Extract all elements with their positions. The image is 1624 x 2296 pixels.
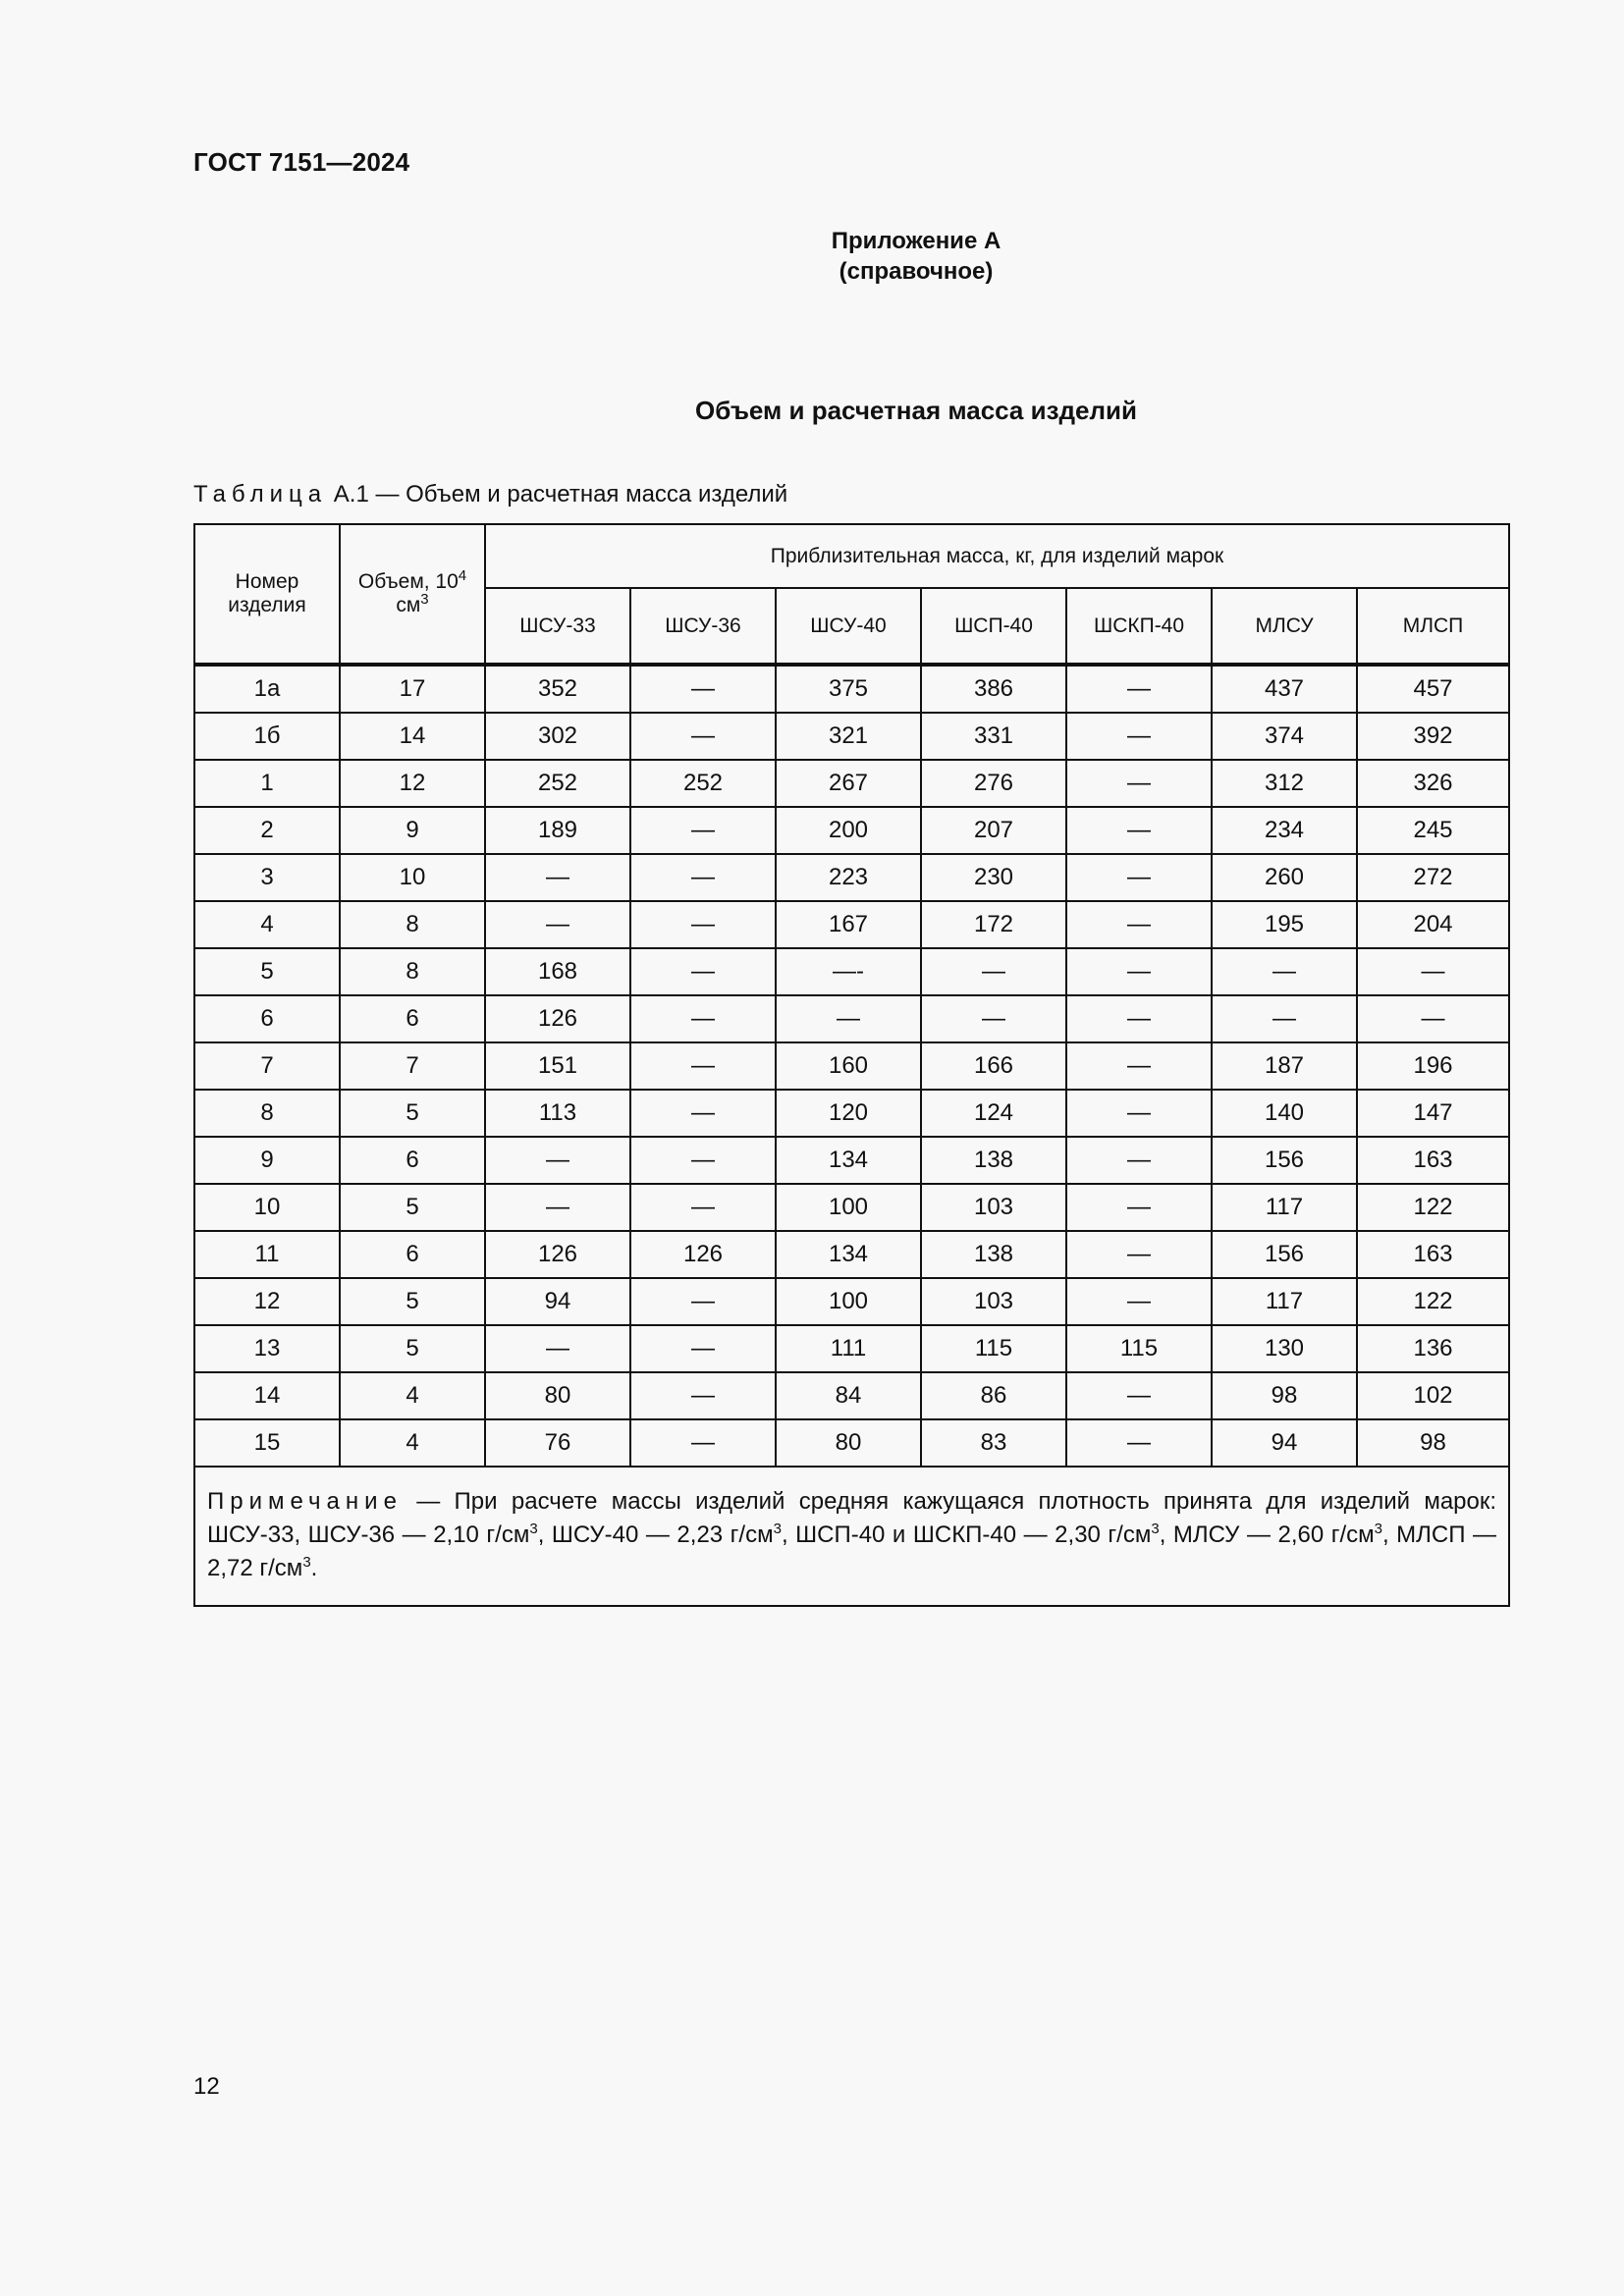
table-cell: 134	[776, 1137, 921, 1184]
table-cell: 124	[921, 1090, 1066, 1137]
table-cell: —	[630, 1372, 776, 1419]
table-cell: 166	[921, 1042, 1066, 1090]
appendix-subtitle: (справочное)	[839, 258, 994, 285]
table-cell: 230	[921, 854, 1066, 901]
table-cell: —	[1066, 807, 1212, 854]
table-cell: 94	[1212, 1419, 1357, 1467]
table-cell: —	[1066, 1137, 1212, 1184]
table-cell: 17	[340, 665, 485, 713]
table-cell: 120	[776, 1090, 921, 1137]
table-cell: 100	[776, 1184, 921, 1231]
table-cell: 117	[1212, 1278, 1357, 1325]
table-cell: 5	[340, 1090, 485, 1137]
table-cell: —	[1066, 1184, 1212, 1231]
table-cell: 115	[921, 1325, 1066, 1372]
table-cell: 102	[1357, 1372, 1509, 1419]
table-cell: 252	[630, 760, 776, 807]
table-cell: 6	[340, 1231, 485, 1278]
table-cell: —	[630, 1090, 776, 1137]
note-label: Примечание	[207, 1488, 403, 1515]
table-cell: 113	[485, 1090, 630, 1137]
table-cell: —	[630, 665, 776, 713]
table-cell: 14	[340, 713, 485, 760]
table-cell: —	[1066, 854, 1212, 901]
table-cell: 260	[1212, 854, 1357, 901]
table-row	[194, 1372, 1509, 1419]
table-cell: —	[921, 995, 1066, 1042]
table-cell: 83	[921, 1419, 1066, 1467]
table-cell: 130	[1212, 1325, 1357, 1372]
table-cell: 457	[1357, 665, 1509, 713]
table-cell: —	[630, 1278, 776, 1325]
table-row	[194, 1090, 1509, 1137]
table-cell: 223	[776, 854, 921, 901]
table-cell: 14	[194, 1372, 340, 1419]
table-cell: 12	[194, 1278, 340, 1325]
table-cell: 126	[630, 1231, 776, 1278]
table-cell: 195	[1212, 901, 1357, 948]
table-cell: —	[630, 1042, 776, 1090]
table-cell: 5	[340, 1325, 485, 1372]
table-cell: 167	[776, 901, 921, 948]
table-cell: —	[1066, 901, 1212, 948]
table-row	[194, 948, 1509, 995]
table-row	[194, 807, 1509, 854]
table-cell: —	[1066, 1419, 1212, 1467]
table-row	[194, 665, 1509, 713]
table-cell: 7	[340, 1042, 485, 1090]
appendix-title: Приложение А	[831, 228, 1001, 254]
table-cell: 4	[194, 901, 340, 948]
table-cell: 80	[776, 1419, 921, 1467]
header-brand: ШСУ-33	[485, 588, 630, 665]
table-cell: 122	[1357, 1184, 1509, 1231]
table-note	[194, 1467, 1509, 1606]
table-cell: 76	[485, 1419, 630, 1467]
table-cell: —	[485, 854, 630, 901]
table-cell: 374	[1212, 713, 1357, 760]
table-cell: —	[1357, 995, 1509, 1042]
table-caption-text: А.1 — Объем и расчетная масса изделий	[333, 481, 788, 507]
header-volume: Объем, $10^4$ $см^3$	[340, 524, 485, 665]
table-cell: 331	[921, 713, 1066, 760]
table-cell: 272	[1357, 854, 1509, 901]
table-cell: —	[630, 1325, 776, 1372]
table-cell: —	[1066, 713, 1212, 760]
table-cell: 100	[776, 1278, 921, 1325]
table-cell: 4	[340, 1419, 485, 1467]
table-row	[194, 760, 1509, 807]
table-cell: 204	[1357, 901, 1509, 948]
table-cell: 267	[776, 760, 921, 807]
table-cell: 392	[1357, 713, 1509, 760]
table-cell: 234	[1212, 807, 1357, 854]
table-cell: 8	[340, 901, 485, 948]
table-cell: 6	[340, 1137, 485, 1184]
table-cell: 1а	[194, 665, 340, 713]
table-cell: 10	[340, 854, 485, 901]
table-cell: 86	[921, 1372, 1066, 1419]
table-cell: 252	[485, 760, 630, 807]
table-cell: —-	[776, 948, 921, 995]
table-cell: —	[1066, 1231, 1212, 1278]
table-cell: 13	[194, 1325, 340, 1372]
table-cell: 302	[485, 713, 630, 760]
table-cell: 10	[194, 1184, 340, 1231]
header-brand: МЛСП	[1357, 588, 1509, 665]
table-cell: 352	[485, 665, 630, 713]
table-cell: —	[1066, 1042, 1212, 1090]
table-cell: —	[630, 901, 776, 948]
table-cell: 312	[1212, 760, 1357, 807]
table-cell: —	[1066, 665, 1212, 713]
table-cell: 156	[1212, 1137, 1357, 1184]
table-row	[194, 995, 1509, 1042]
table-cell: —	[921, 948, 1066, 995]
note-text: — При расчете массы изделий средняя кажущаяся плотность принята для изделий марок: ШСУ-33, ШСУ-36 — 2,10 $г/см^3$, ШСУ-40 — 2,23 $г/см^3$, ШСП-40 и ШСКП-40 — 2,30 $г/см^3$, МЛСУ — 2,60 $г/см^3$, МЛСП — 2,72 $г/см^3$.	[207, 1488, 1497, 1581]
table-cell: 138	[921, 1231, 1066, 1278]
header-brand: ШСУ-40	[776, 588, 921, 665]
table-cell: 5	[340, 1184, 485, 1231]
appendix-heading	[0, 226, 1624, 287]
table-cell: 321	[776, 713, 921, 760]
table-cell: —	[630, 1137, 776, 1184]
header-brand: МЛСУ	[1212, 588, 1357, 665]
table-cell: —	[485, 1325, 630, 1372]
table-cell: 7	[194, 1042, 340, 1090]
table-cell: —	[1357, 948, 1509, 995]
table-cell: 1	[194, 760, 340, 807]
table-cell: 437	[1212, 665, 1357, 713]
table-cell: 172	[921, 901, 1066, 948]
table-cell: 9	[194, 1137, 340, 1184]
page-number: 12	[193, 2073, 220, 2100]
table-cell: 375	[776, 665, 921, 713]
table-cell: 386	[921, 665, 1066, 713]
table-cell: 11	[194, 1231, 340, 1278]
table-cell: —	[485, 901, 630, 948]
table-cell: 8	[340, 948, 485, 995]
table-cell: 326	[1357, 760, 1509, 807]
table-cell: 5	[340, 1278, 485, 1325]
table-cell: 84	[776, 1372, 921, 1419]
table-cell: —	[1066, 1372, 1212, 1419]
table-row	[194, 1042, 1509, 1090]
table-cell: 12	[340, 760, 485, 807]
table-cell: —	[485, 1184, 630, 1231]
table-cell: 160	[776, 1042, 921, 1090]
header-mass-group: Приблизительная масса, кг, для изделий марок	[485, 524, 1509, 588]
table-cell: 122	[1357, 1278, 1509, 1325]
table-cell: 207	[921, 807, 1066, 854]
table-cell: 103	[921, 1278, 1066, 1325]
table-cell: 103	[921, 1184, 1066, 1231]
table-cell: 3	[194, 854, 340, 901]
table-cell: 6	[194, 995, 340, 1042]
table-cell: —	[1066, 995, 1212, 1042]
table-cell: 245	[1357, 807, 1509, 854]
table-row	[194, 854, 1509, 901]
table-cell: —	[630, 713, 776, 760]
table-cell: 1б	[194, 713, 340, 760]
table-cell: 94	[485, 1278, 630, 1325]
table-cell: 80	[485, 1372, 630, 1419]
table-cell: 138	[921, 1137, 1066, 1184]
table-cell: —	[1066, 948, 1212, 995]
table-cell: 98	[1357, 1419, 1509, 1467]
table-cell: 98	[1212, 1372, 1357, 1419]
table-row	[194, 1184, 1509, 1231]
table-cell: 136	[1357, 1325, 1509, 1372]
table-cell: —	[630, 995, 776, 1042]
header-brand: ШСКП-40	[1066, 588, 1212, 665]
mass-table	[193, 523, 1510, 1607]
table-cell: —	[630, 1419, 776, 1467]
table-cell: 4	[340, 1372, 485, 1419]
table-cell: 200	[776, 807, 921, 854]
table-cell: 187	[1212, 1042, 1357, 1090]
table-cell: 6	[340, 995, 485, 1042]
table-cell: —	[1066, 1090, 1212, 1137]
header-brand: ШСП-40	[921, 588, 1066, 665]
table-cell: 163	[1357, 1231, 1509, 1278]
table-cell: 196	[1357, 1042, 1509, 1090]
table-cell: —	[776, 995, 921, 1042]
table-cell: —	[630, 854, 776, 901]
table-cell: —	[630, 948, 776, 995]
table-cell: 156	[1212, 1231, 1357, 1278]
table-cell: 140	[1212, 1090, 1357, 1137]
table-row	[194, 1278, 1509, 1325]
table-cell: 2	[194, 807, 340, 854]
table-cell: 189	[485, 807, 630, 854]
table-caption	[193, 481, 787, 508]
table-cell: —	[485, 1137, 630, 1184]
table-cell: 111	[776, 1325, 921, 1372]
table-row	[194, 1137, 1509, 1184]
table-cell: —	[1212, 995, 1357, 1042]
table-cell: 8	[194, 1090, 340, 1137]
header-item-number: Номер изделия	[194, 524, 340, 665]
table-cell: —	[1066, 760, 1212, 807]
table-cell: 115	[1066, 1325, 1212, 1372]
table-cell: 151	[485, 1042, 630, 1090]
table-cell: 15	[194, 1419, 340, 1467]
header-brand: ШСУ-36	[630, 588, 776, 665]
table-cell: 126	[485, 1231, 630, 1278]
table-cell: 126	[485, 995, 630, 1042]
table-cell: 147	[1357, 1090, 1509, 1137]
document-header: ГОСТ 7151—2024	[193, 147, 410, 177]
table-cell: 9	[340, 807, 485, 854]
table-cell: 134	[776, 1231, 921, 1278]
table-row	[194, 1419, 1509, 1467]
table-row	[194, 1231, 1509, 1278]
table-cell: —	[1066, 1278, 1212, 1325]
table-row	[194, 1325, 1509, 1372]
table-cell: 168	[485, 948, 630, 995]
table-row	[194, 901, 1509, 948]
table-cell: —	[630, 1184, 776, 1231]
table-cell: 5	[194, 948, 340, 995]
table-cell: 276	[921, 760, 1066, 807]
table-row	[194, 713, 1509, 760]
table-cell: 117	[1212, 1184, 1357, 1231]
table-cell: —	[630, 807, 776, 854]
table-cell: 163	[1357, 1137, 1509, 1184]
table-caption-label: Таблица	[193, 481, 328, 507]
table-cell: —	[1212, 948, 1357, 995]
section-title: Объем и расчетная масса изделий	[695, 396, 1137, 425]
